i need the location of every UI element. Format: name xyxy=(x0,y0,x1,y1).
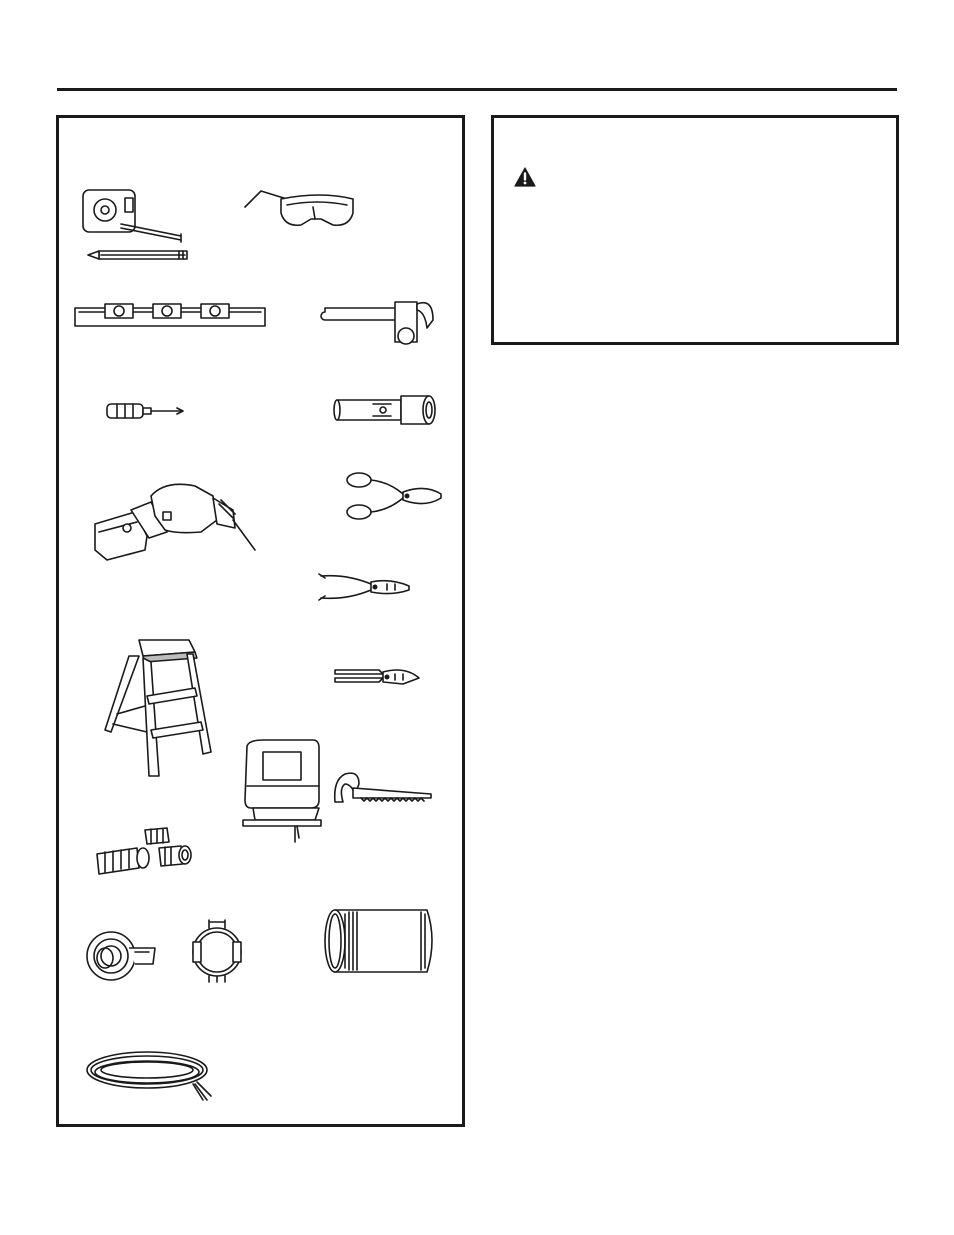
level-icon xyxy=(73,298,269,335)
wire-stripper-icon xyxy=(333,666,423,697)
jigsaw-icon xyxy=(239,738,329,849)
pencil-icon xyxy=(87,248,193,266)
hammer-icon xyxy=(321,290,437,351)
power-drill-icon xyxy=(85,476,261,571)
tape-measure-icon xyxy=(81,184,191,249)
socket-wrench-icon xyxy=(333,390,439,435)
screwdriver-icon xyxy=(107,400,187,427)
warning-panel xyxy=(491,115,899,345)
strain-relief-clamp-icon xyxy=(189,918,245,989)
tin-snips-icon xyxy=(345,468,445,529)
round-duct-icon xyxy=(323,906,439,981)
safety-glasses-icon xyxy=(241,185,361,240)
tools-needed-panel xyxy=(56,115,465,1127)
wire-nuts-icon xyxy=(95,826,195,883)
duct-tape-icon xyxy=(83,928,159,989)
step-ladder-icon xyxy=(103,634,219,789)
header-rule xyxy=(57,88,897,91)
power-cable-icon xyxy=(83,1048,219,1113)
pliers-icon xyxy=(317,570,413,609)
keyhole-saw-icon xyxy=(331,770,437,815)
warning-triangle-icon xyxy=(514,167,536,192)
